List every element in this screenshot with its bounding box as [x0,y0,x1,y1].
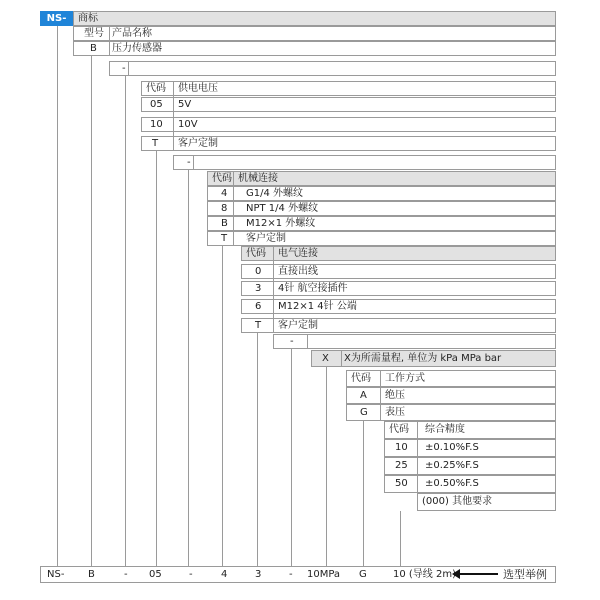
mode-divider [380,370,381,421]
separator-1: - [122,63,126,74]
connector-model [91,56,92,566]
model-col-header: 型号 [84,28,104,39]
voltage-row [141,136,556,151]
arrow-shaft [460,573,498,575]
example-part: G [359,569,367,580]
elec-label: 客户定制 [278,320,318,331]
model-code: B [90,43,97,54]
elec-code: 3 [255,283,262,294]
elec-row [241,264,556,279]
separator-row-1 [109,61,556,76]
brand-prefix-badge: NS- [40,11,73,26]
mech-row [207,186,556,201]
range-divider [341,350,342,367]
connector-range [326,367,327,566]
voltage-label: 10V [178,119,198,130]
voltage-code-header: 代码 [146,83,166,94]
connector-voltage [156,151,157,566]
separator-1-divider [128,61,129,76]
voltage-divider [173,81,174,151]
mode-row [346,404,556,421]
accuracy-label: ±0.10%F.S [425,442,479,453]
mode-label: 表压 [385,407,405,418]
elec-code: 6 [255,301,262,312]
example-part: - [189,569,193,580]
mech-row [207,231,556,246]
connector-mech [222,246,223,566]
accuracy-row [384,475,556,493]
product-name-col-header: 产品名称 [112,28,152,39]
separator-2: - [187,157,191,168]
mech-header-row [207,171,556,186]
elec-label: 直接出线 [278,266,318,277]
connector-sep1 [125,76,126,566]
separator-3: - [290,336,294,347]
elec-code-header: 代码 [246,248,266,259]
example-part: NS- [47,569,65,580]
mech-row [207,216,556,231]
elec-code: 0 [255,266,262,277]
mech-code: 4 [221,188,228,199]
separator-row-2 [173,155,556,170]
elec-row [241,281,556,296]
accuracy-code: 25 [395,460,408,471]
mech-code: 8 [221,203,228,214]
accuracy-code-header: 代码 [389,424,409,435]
accuracy-title: 综合精度 [425,424,465,435]
mech-label: 客户定制 [246,233,286,244]
range-row [311,350,556,367]
elec-header-row [241,246,556,261]
connector-prefix [57,26,58,566]
mode-code: G [360,407,368,418]
voltage-title: 供电电压 [178,83,218,94]
accuracy-header-row [384,421,556,439]
connector-mode [363,421,364,566]
accuracy-label: ±0.25%F.S [425,460,479,471]
mech-label: G1/4 外螺纹 [246,188,304,199]
voltage-header-row [141,81,556,96]
mech-title: 机械连接 [238,173,278,184]
example-part: 10 (导线 2m) [393,569,456,580]
voltage-code: T [152,138,159,149]
accuracy-other: (000) 其他要求 [422,496,493,507]
elec-label: M12×1 4针 公端 [278,301,357,312]
connector-sep2 [188,170,189,566]
model-header-row [73,26,556,41]
example-part: 05 [149,569,162,580]
mode-title: 工作方式 [385,373,425,384]
accuracy-code: 10 [395,442,408,453]
range-code: X [322,353,329,364]
elec-row [241,299,556,314]
example-part: 4 [221,569,228,580]
model-row [73,41,556,56]
elec-label: 4针 航空接插件 [278,283,348,294]
separator-3-divider [307,334,308,349]
separator-row-3 [273,334,556,349]
accuracy-divider [417,421,418,493]
mode-header-row [346,370,556,387]
example-part: - [124,569,128,580]
voltage-label: 5V [178,99,192,110]
elec-row [241,318,556,333]
elec-title: 电气连接 [278,248,318,259]
voltage-code: 05 [150,99,163,110]
accuracy-label: ±0.50%F.S [425,478,479,489]
mech-code: T [221,233,228,244]
elec-code: T [255,320,262,331]
separator-2-divider [193,155,194,170]
product-name: 压力传感器 [112,43,162,54]
accuracy-other-row [417,493,556,511]
mech-divider [233,171,234,246]
mech-row [207,201,556,216]
mode-row [346,387,556,404]
voltage-row [141,117,556,132]
mode-code: A [360,390,367,401]
elec-divider [273,246,274,333]
model-divider [109,26,110,56]
voltage-code: 10 [150,119,163,130]
mode-label: 绝压 [385,390,405,401]
example-part: 10MPa [307,569,341,580]
example-part: 3 [255,569,262,580]
range-label: X为所需量程, 单位为 kPa MPa bar [344,353,502,364]
mode-code-header: 代码 [351,373,371,384]
accuracy-code: 50 [395,478,408,489]
example-part: B [88,569,95,580]
example-label: 选型举例 [503,568,547,581]
brand-label: 商标 [78,13,98,24]
voltage-label: 客户定制 [178,138,218,149]
mech-code: B [221,218,228,229]
voltage-row [141,97,556,112]
connector-accuracy [400,511,401,566]
mech-code-header: 代码 [212,173,232,184]
mech-label: NPT 1/4 外螺纹 [246,203,319,214]
example-part: - [289,569,293,580]
connector-elec [257,333,258,566]
mech-label: M12×1 外螺纹 [246,218,316,229]
connector-sep3 [291,349,292,566]
arrow-left-icon [452,569,460,579]
brand-header-row [73,11,556,26]
accuracy-row [384,457,556,475]
accuracy-row [384,439,556,457]
